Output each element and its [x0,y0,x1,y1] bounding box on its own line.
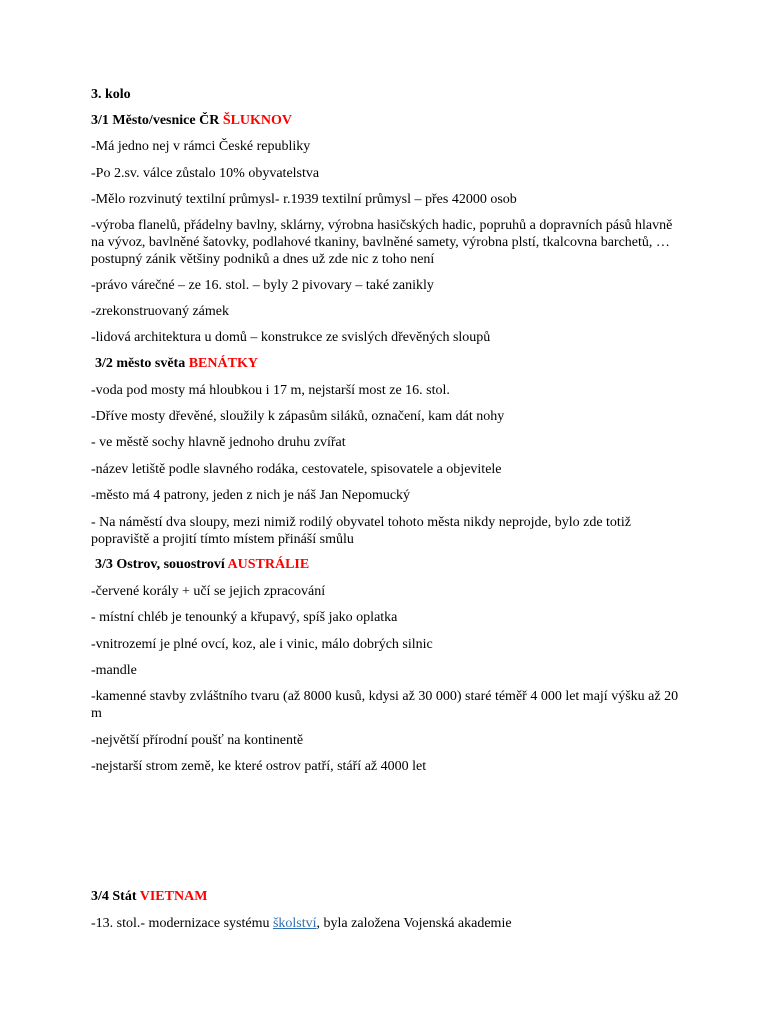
section-title-prefix: 3/4 Stát [91,889,137,904]
clue-line: -největší přírodní poušť na kontinentě [91,733,304,748]
clue-line: - ve městě sochy hlavně jednoho druhu zvířat [91,435,346,450]
clue-line: -Má jedno nej v rámci České republiky [91,139,311,154]
section-title-3-3 [95,556,309,573]
round-heading: 3. kolo [91,87,131,102]
clue-text: -13. stol.- modernizace systému [91,916,273,931]
clue-line: -Po 2.sv. válce zůstalo 10% obyvatelstva [91,166,320,181]
clue-line: -Dříve mosty dřevěné, sloužily k zápasům siláků, označení, kam dát nohy [91,409,505,424]
section-title-3-2 [95,355,258,372]
clue-text: , byla založena Vojenská akademie [316,916,512,931]
section-answer: VIETNAM [139,889,208,904]
section-title-prefix: 3/3 Ostrov, souostroví [95,557,225,572]
clue-line: -mandle [91,663,137,678]
clue-line: -lidová architektura u domů – konstrukce ze svislých dřevěných sloupů [91,330,491,345]
section-title-prefix: 3/2 město světa [95,356,186,371]
clue-paragraph: - Na náměstí dva sloupy, mezi nimiž rodilý obyvatel tohoto města nikdy neprojde, bylo zde totiž popraviště a projití tímto místem přináší smůlu [91,515,631,547]
section-answer: BENÁTKY [188,356,258,371]
clue-line: -Mělo rozvinutý textilní průmysl- r.1939 textilní průmysl – přes 42000 osob [91,192,517,207]
clue-line: -právo várečné – ze 16. stol. – byly 2 pivovary – také zanikly [91,278,434,293]
clue-line [91,915,512,932]
clue-line: -město má 4 patrony, jeden z nich je náš Jan Nepomucký [91,488,411,503]
clue-line: -název letiště podle slavného rodáka, cestovatele, spisovatele a objevitele [91,462,502,477]
clue-paragraph: -výroba flanelů, přádelny bavlny, sklárny, výrobna hasičských hadic, popruhů a dopravních pásů hlavně na vývoz, bavlněné šatovky, podlahové tkaniny, bavlněné samety, výrobna plstí, tkalcovna barchetů, … postupný zánik většiny podniků a dnes už zde nic z toho není [91,218,673,267]
clue-line: -vnitrozemí je plné ovcí, koz, ale i vinic, málo dobrých silnic [91,637,433,652]
clue-line: -voda pod mosty má hloubkou i 17 m, nejstarší most ze 16. stol. [91,383,450,398]
section-answer: ŠLUKNOV [222,113,293,128]
section-title-3-1 [91,112,292,129]
clue-paragraph: -kamenné stavby zvláštního tvaru (až 8000 kusů, kdysi až 30 000) staré téměř 4 000 let mají výšku až 20 m [91,689,679,721]
section-title-prefix: 3/1 Město/vesnice ČR [91,113,220,128]
clue-line: -červené korály + učí se jejich zpracování [91,584,326,599]
skolstvi-link[interactable]: školství [272,916,317,931]
clue-line: -nejstarší strom země, ke které ostrov patří, stáří až 4000 let [91,759,427,774]
clue-line: -zrekonstruovaný zámek [91,304,229,319]
section-title-3-4 [91,888,207,905]
section-answer: AUSTRÁLIE [227,557,310,572]
clue-line: - místní chléb je tenounký a křupavý, spíš jako oplatka [91,610,398,625]
